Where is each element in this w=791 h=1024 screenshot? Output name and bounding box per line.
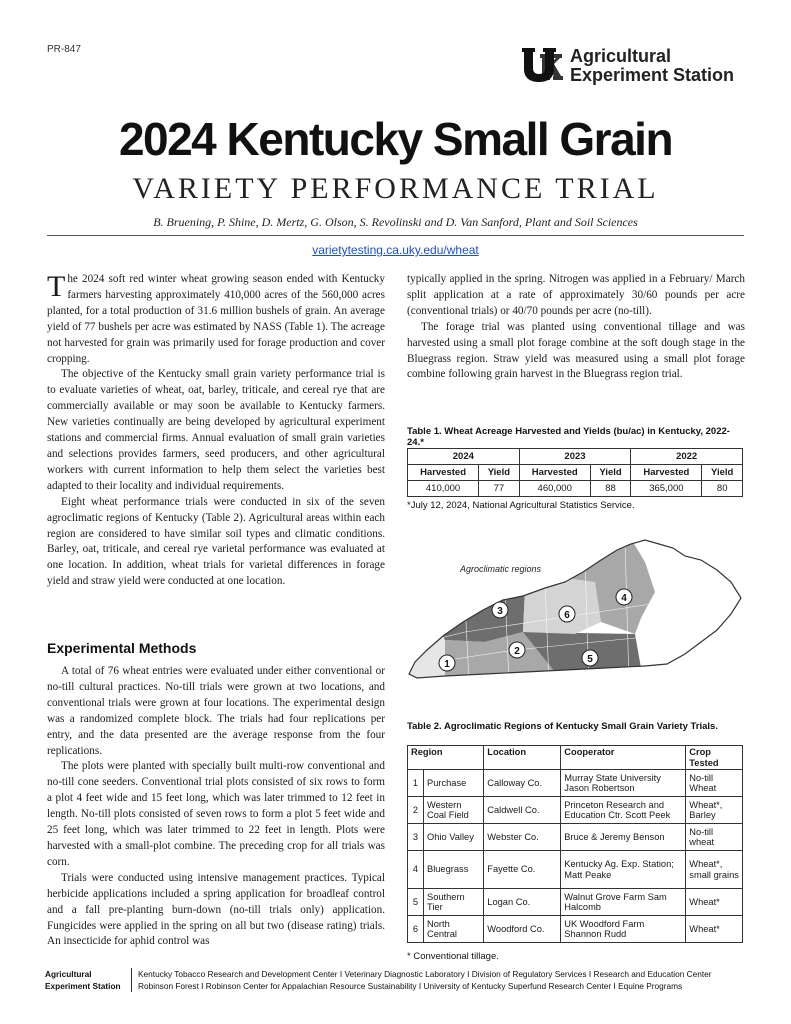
- uk-logo-icon: [520, 46, 564, 86]
- table-cell: 365,000: [631, 481, 702, 497]
- table2-note: * Conventional tillage.: [407, 951, 499, 962]
- intro-text-1: he 2024 soft red winter wheat growing season ended with Kentucky farmers harvesting approximately 410,000 acres of the 560,000 acres planted, for a total production of 31.6 million bushels of grain. An average yield of 77 bushels per acre was estimated by NASS (Table 1). The acreage not harvested for grain was primarily used for forage production and cover cropping.: [47, 273, 385, 365]
- map-region-number: 1: [444, 659, 450, 670]
- table-cell: Fayette Co.: [484, 851, 561, 889]
- table-cell: No-till wheat: [686, 824, 743, 851]
- table2-caption: Table 2. Agroclimatic Regions of Kentucky Small Grain Variety Trials.: [407, 721, 718, 732]
- table-cell: Logan Co.: [484, 889, 561, 916]
- table-cell: Purchase: [424, 770, 484, 797]
- table-cell: 3: [408, 824, 424, 851]
- methods-heading: Experimental Methods: [47, 640, 197, 656]
- table-cell: 460,000: [519, 481, 590, 497]
- table-cell: 77: [479, 481, 520, 497]
- table-cell: Wheat*: [686, 916, 743, 943]
- table-cell: Caldwell Co.: [484, 797, 561, 824]
- table-row: [408, 770, 743, 797]
- table-cell: Wheat*, small grains: [686, 851, 743, 889]
- methods-paragraph-1: A total of 76 wheat entries were evaluated under either conventional or no-till cultural practices. No-till trials were grown at two locations, and conventional trials were grown at four locations. The experimental design was a randomized complete block. The trials had four replications per entry, and the data presented are the average response from the four replications.: [47, 665, 385, 757]
- table-cell: Walnut Grove Farm Sam Halcomb: [561, 889, 686, 916]
- table-row: [408, 481, 743, 497]
- footer: [45, 968, 750, 994]
- authors: B. Bruening, P. Shine, D. Mertz, G. Olson, S. Revolinski and D. Van Sanford, Plant and Soil Sciences: [153, 215, 638, 229]
- table-cell: 2: [408, 797, 424, 824]
- table2-header: Location: [484, 746, 561, 770]
- table-cell: Bruce & Jeremy Benson: [561, 824, 686, 851]
- table-cell: Western Coal Field: [424, 797, 484, 824]
- map-region-number: 6: [564, 610, 570, 621]
- table-cell: Woodford Co.: [484, 916, 561, 943]
- table2-header: Crop Tested: [686, 746, 743, 770]
- table1-subheader: Harvested: [408, 465, 479, 481]
- right-column: [407, 272, 745, 383]
- footer-divider: [131, 968, 132, 992]
- table-row: [408, 916, 743, 943]
- document-id: PR-847: [47, 44, 81, 55]
- table1-subheader: Harvested: [519, 465, 590, 481]
- footer-line-2: Robinson Forest I Robinson Center for Appalachian Resource Sustainability I University of Kentucky Superfund Research Center I Equine Programs: [138, 981, 683, 991]
- table-cell: Webster Co.: [484, 824, 561, 851]
- table-cell: 88: [590, 481, 631, 497]
- right-paragraph-1: typically applied in the spring. Nitrogen was applied in a February/ March split application at a rate of approximately 30/60 pounds per acre (conventional trials) or 40/70 pounds per acre (no-till).: [407, 273, 745, 317]
- table-cell: UK Woodford Farm Shannon Rudd: [561, 916, 686, 943]
- logo-line1: Agricultural: [570, 46, 672, 66]
- table2-header: Cooperator: [561, 746, 686, 770]
- header-divider: [47, 235, 744, 236]
- table-cell: 5: [408, 889, 424, 916]
- table-cell: Princeton Research and Education Ctr. Scott Peek: [561, 797, 686, 824]
- right-paragraph-2: The forage trial was planted using conventional tillage and was harvested using a small plot forage combine at the soft dough stage in the Bluegrass region. Straw yield was measured using a small plot forage combine following grain harvest in the Bluegrass region trial.: [407, 320, 745, 381]
- table1-year: 2024: [408, 449, 520, 465]
- map-region-3: [435, 588, 525, 642]
- intro-paragraph-1: [47, 272, 385, 367]
- website-link[interactable]: varietytesting.ca.uky.edu/wheat: [312, 243, 479, 257]
- methods-column: [47, 664, 385, 950]
- wheat-acreage-table: [407, 448, 743, 497]
- page-title: 2024 Kentucky Small Grain: [118, 113, 673, 165]
- uk-aes-logo: [520, 44, 750, 90]
- table1-note: *July 12, 2024, National Agricultural Statistics Service.: [407, 500, 635, 511]
- drop-cap: T: [47, 270, 66, 303]
- table-cell: Southern Tier: [424, 889, 484, 916]
- table-cell: 6: [408, 916, 424, 943]
- map-region-number: 3: [497, 606, 503, 617]
- table-cell: Bluegrass: [424, 851, 484, 889]
- agroclimatic-regions-table: [407, 745, 743, 943]
- table1-year: 2022: [631, 449, 743, 465]
- table2-header: Region: [408, 746, 484, 770]
- table1-subheader: Yield: [702, 465, 743, 481]
- table-cell: Wheat*, Barley: [686, 797, 743, 824]
- table-cell: Ohio Valley: [424, 824, 484, 851]
- table-cell: No-till Wheat: [686, 770, 743, 797]
- table1-subheader: Yield: [479, 465, 520, 481]
- footer-line-1: Kentucky Tobacco Research and Development Center I Veterinary Diagnostic Laboratory I Division of Regulatory Services I Research and Education Center: [138, 969, 712, 979]
- logo-line2: Experiment Station: [570, 65, 735, 85]
- table-cell: 4: [408, 851, 424, 889]
- intro-paragraph-3: Eight wheat performance trials were conducted in six of the seven agroclimatic regions of Kentucky (Table 2). Agricultural areas within each region are considered to have similar soil types and climatic conditions. Barley, oat, triticale, and cereal rye varietal performance was evaluated at one location. In addition, wheat trials for varietal differences in forage yield and straw yield were conducted at one location.: [47, 495, 385, 588]
- table-cell: Murray State University Jason Robertson: [561, 770, 686, 797]
- page-subtitle: VARIETY PERFORMANCE TRIAL: [132, 172, 659, 205]
- table1-subheader: Harvested: [631, 465, 702, 481]
- map-region-number: 4: [621, 593, 627, 604]
- table-cell: 1: [408, 770, 424, 797]
- footer-units: [138, 968, 750, 992]
- table-cell: 80: [702, 481, 743, 497]
- table1-subheader: Yield: [590, 465, 631, 481]
- table-row: [408, 824, 743, 851]
- table-row: [408, 889, 743, 916]
- intro-column: [47, 272, 385, 590]
- table-cell: North Central: [424, 916, 484, 943]
- table1-caption: Table 1. Wheat Acreage Harvested and Yields (bu/ac) in Kentucky, 2022-24.*: [407, 426, 730, 448]
- table-cell: Kentucky Ag. Exp. Station; Matt Peake: [561, 851, 686, 889]
- map-region-number: 2: [514, 646, 520, 657]
- footer-brand: Agricultural Experiment Station: [45, 969, 121, 991]
- map-label: Agroclimatic regions: [460, 564, 542, 574]
- table1-year: 2023: [519, 449, 631, 465]
- table-row: [408, 797, 743, 824]
- methods-paragraph-3: Trials were conducted using intensive management practices. Typical herbicide applications included a spring application for broadleaf control and a fall pre-planting burn-down (no-till trials only) application. Fungicides were applied in the spring on all but two (disease rating) trials. An insecticide for aphid control was: [47, 871, 385, 948]
- intro-paragraph-2: The objective of the Kentucky small grain variety performance trial is to evaluate varieties of wheat, oat, barley, triticale, and cereal rye that are commercially available or may soon be available to Kentucky farmers. New varieties continually are being developed by agricultural experiment stations and commercial firms. Annual evaluation of small grain varieties and selections provides farmers, seed producers, and other agricultural workers with current information to help them select the varieties best adapted to their locality and individual requirements.: [47, 368, 385, 492]
- agroclimatic-regions-map: [405, 522, 745, 692]
- map-region-number: 5: [587, 654, 593, 665]
- table-cell: Wheat*: [686, 889, 743, 916]
- table-cell: 410,000: [408, 481, 479, 497]
- table-row: [408, 851, 743, 889]
- methods-paragraph-2: The plots were planted with specially built multi-row conventional and no-till cone seeders. Conventional trial plots consisted of six rows to form a plot 4 feet wide and 15 feet long, which was later trimmed to 12 feet in length. No-till plots consisted of seven rows to form a plot 5 feet wide and 25 feet long, which was later trimmed to 22 feet in length. Plots were harvested with a small-plot combine. The preceding crop for all trials was corn.: [47, 760, 385, 868]
- table-cell: Calloway Co.: [484, 770, 561, 797]
- map-region-6: [523, 578, 601, 634]
